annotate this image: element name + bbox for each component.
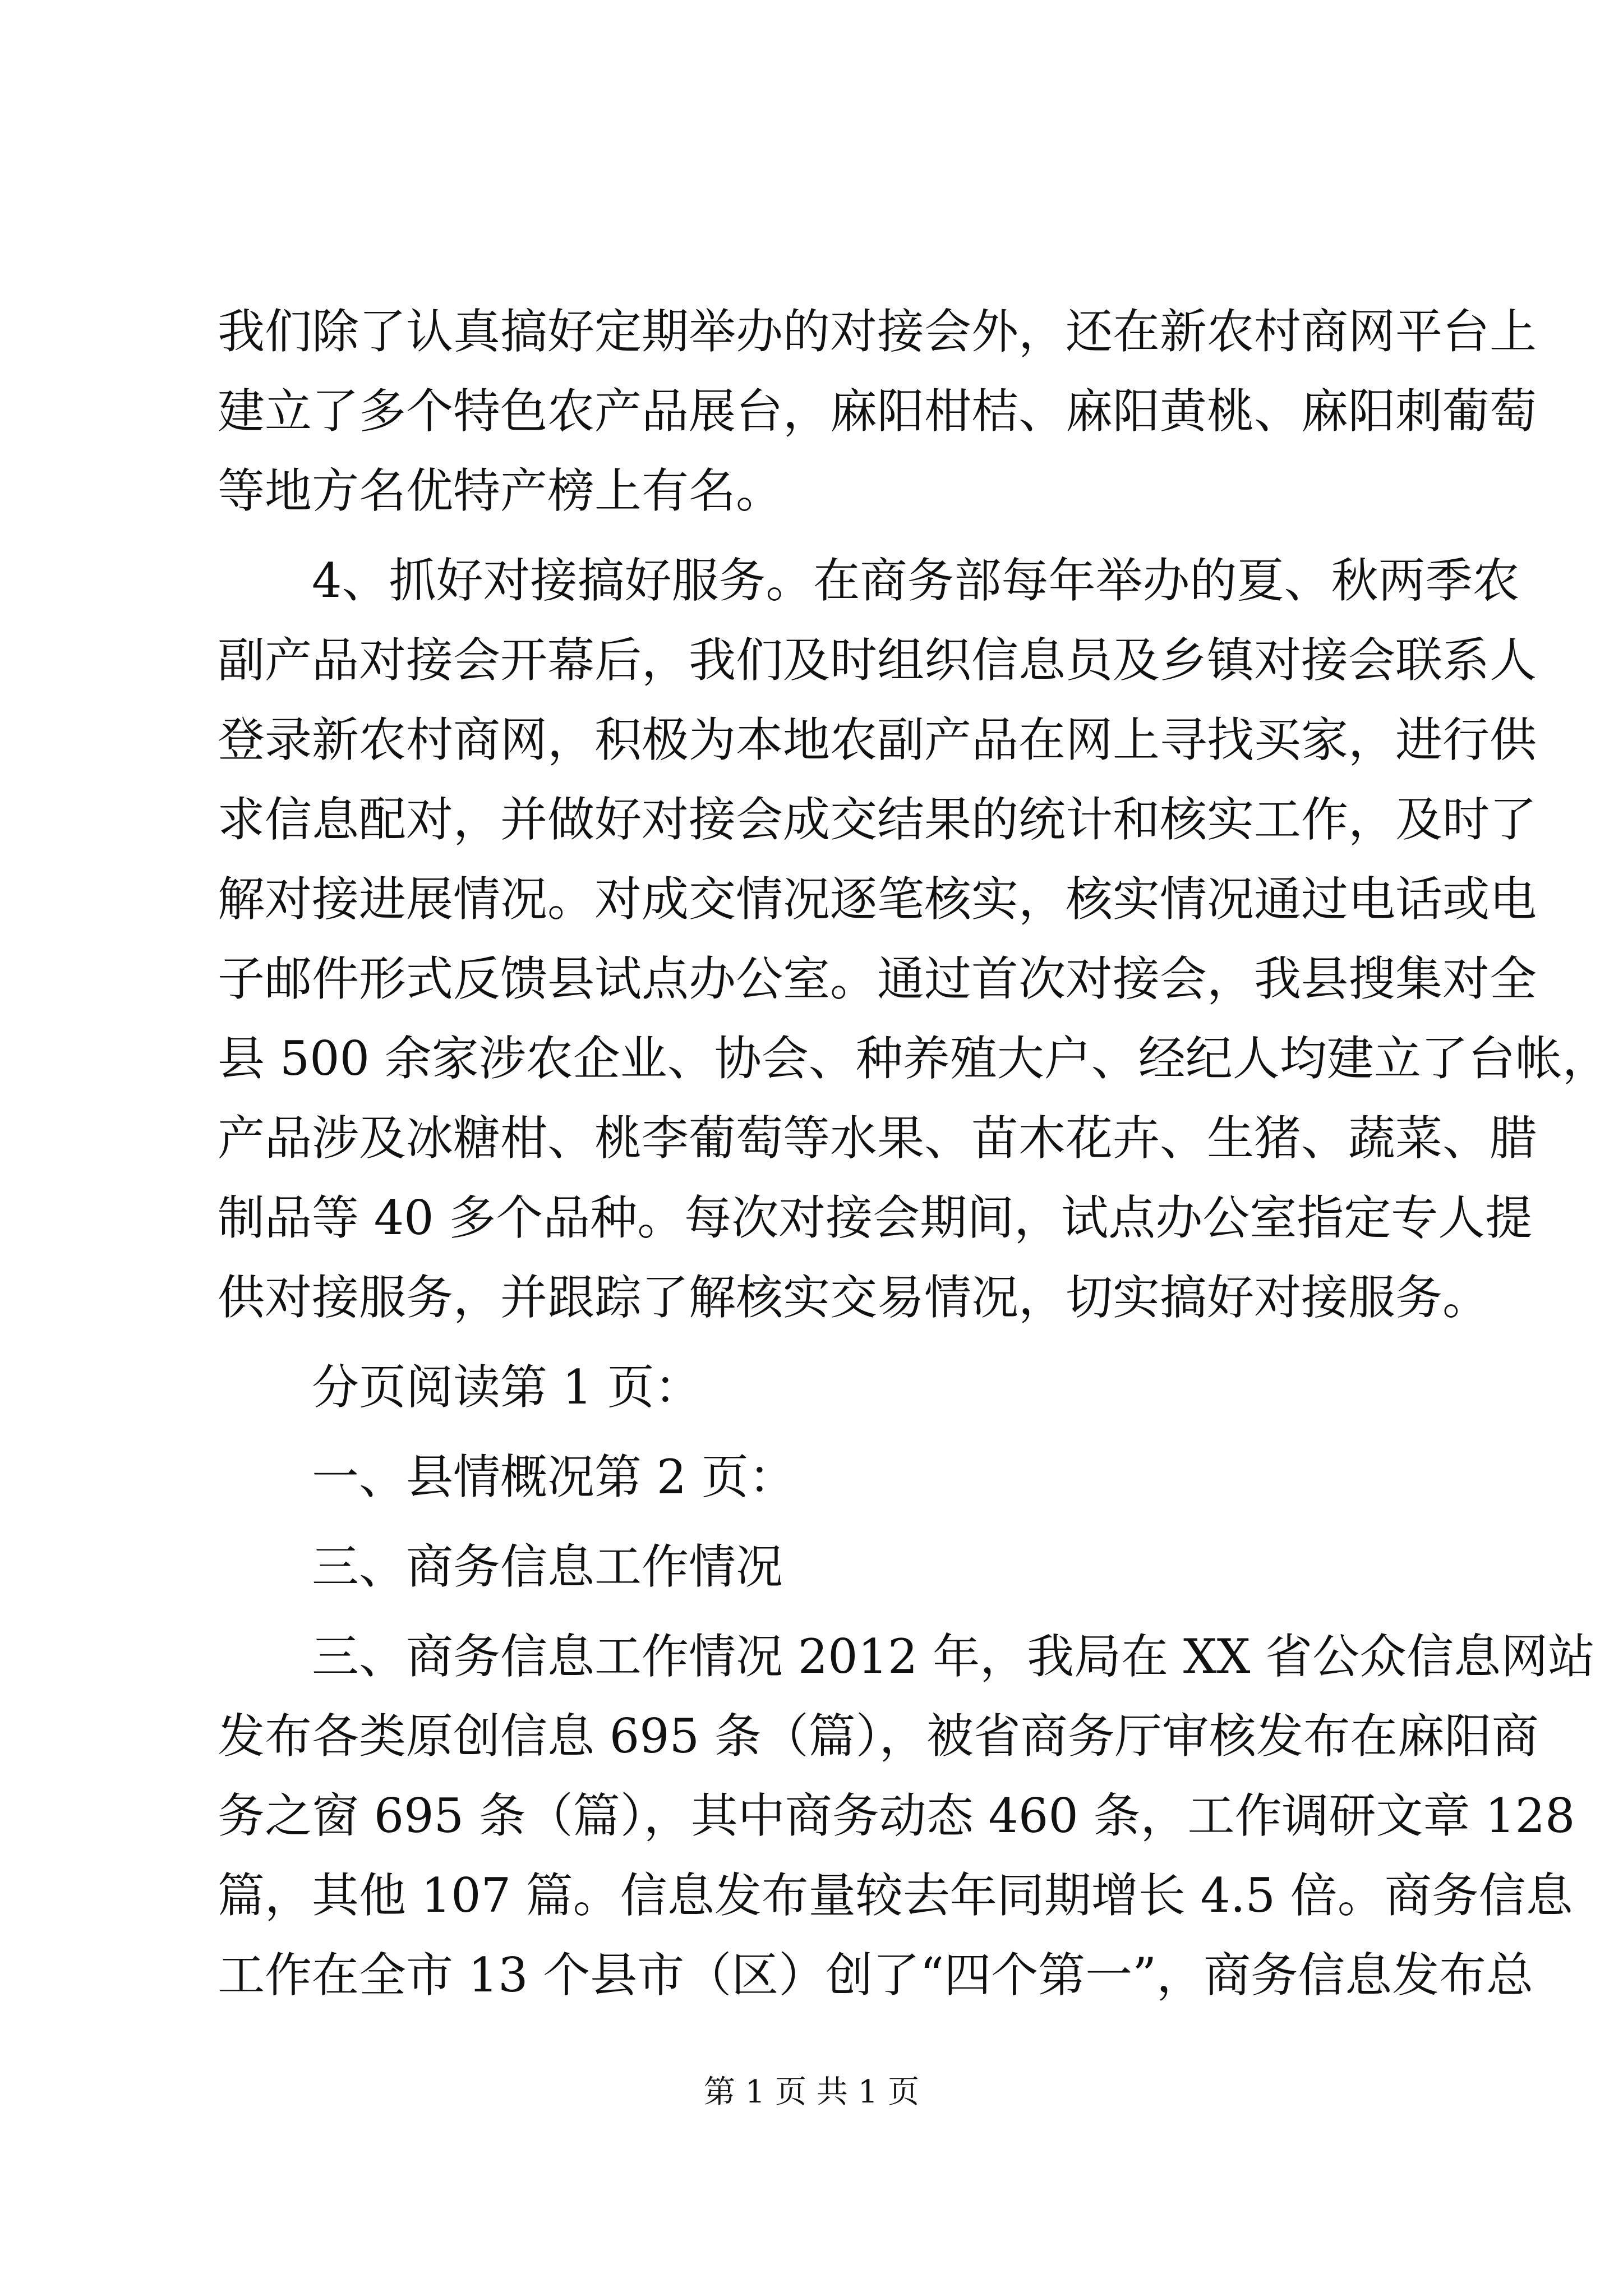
body-line: 制品等 40 多个品种。每次对接会期间，试点办公室指定专人提 <box>218 1190 1533 1245</box>
body-line: 县 500 余家涉农企业、协会、种养殖大户、经纪人均建立了台帐， <box>218 1031 1610 1086</box>
body-line: 子邮件形式反馈县试点办公室。通过首次对接会，我县搜集对全 <box>218 951 1537 1006</box>
body-line: 我们除了认真搞好定期举办的对接会外，还在新农村商网平台上 <box>218 304 1537 359</box>
body-line: 工作在全市 13 个县市（区）创了“四个第一”，商务信息发布总 <box>218 1948 1534 2003</box>
body-line: 解对接进展情况。对成交情况逐笔核实，核实情况通过电话或电 <box>218 872 1537 927</box>
body-line: 三、商务信息工作情况 2012 年，我局在 XX 省公众信息网站 <box>312 1629 1596 1684</box>
body-line: 篇，其他 107 篇。信息发布量较去年同期增长 4.5 倍。商务信息 <box>218 1868 1573 1923</box>
body-line: 供对接服务，并跟踪了解核实交易情况，切实搞好对接服务。 <box>218 1270 1490 1325</box>
body-line: 建立了多个特色农产品展台，麻阳柑桔、麻阳黄桃、麻阳刺葡萄 <box>218 384 1537 439</box>
section-line: 一、县情概况第 2 页： <box>312 1450 796 1504</box>
body-line: 等地方名优特产榜上有名。 <box>218 463 783 518</box>
page-number-label: 第 1 页 共 1 页 <box>703 2074 920 2110</box>
section-line: 分页阅读第 1 页： <box>312 1360 702 1415</box>
body-line: 4、抓好对接搞好服务。在商务部每年举办的夏、秋两季农 <box>312 553 1520 608</box>
body-line: 求信息配对，并做好对接会成交结果的统计和核实工作，及时了 <box>218 792 1537 847</box>
body-line: 务之窗 695 条（篇），其中商务动态 460 条，工作调研文章 128 <box>218 1788 1575 1843</box>
body-line: 发布各类原创信息 695 条（篇），被省商务厅审核发布在麻阳商 <box>218 1709 1539 1764</box>
section-heading: 三、商务信息工作情况 <box>312 1539 783 1594</box>
document-body <box>218 292 1610 2015</box>
body-line: 登录新农村商网，积极为本地农副产品在网上寻找买家，进行供 <box>218 712 1537 767</box>
page-footer <box>0 2070 1623 2115</box>
body-line: 副产品对接会开幕后，我们及时组织信息员及乡镇对接会联系人 <box>218 633 1537 688</box>
body-line: 产品涉及冰糖柑、桃李葡萄等水果、苗木花卉、生猪、蔬菜、腊 <box>218 1111 1537 1166</box>
